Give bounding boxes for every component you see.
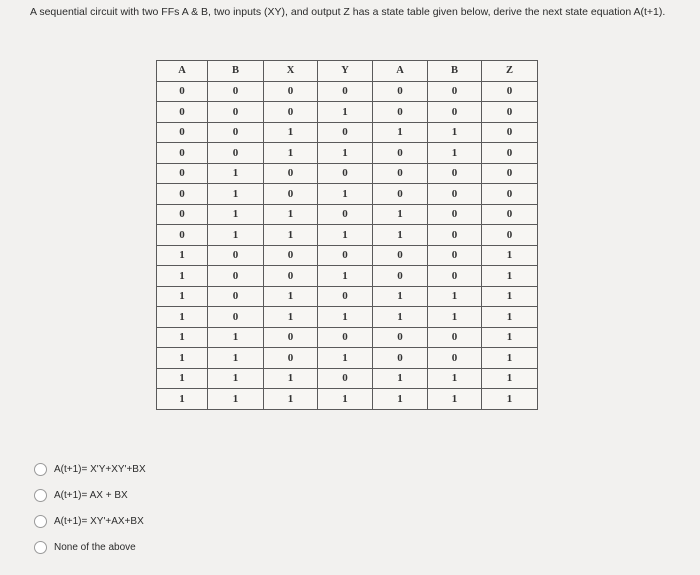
table-row bbox=[157, 225, 538, 246]
table-cell: 0 bbox=[428, 245, 482, 266]
table-cell: 0 bbox=[428, 225, 482, 246]
state-table-container bbox=[156, 60, 538, 410]
table-cell: 0 bbox=[157, 81, 208, 102]
table-cell: 0 bbox=[482, 81, 538, 102]
table-cell: 1 bbox=[318, 102, 373, 123]
table-cell: 1 bbox=[264, 389, 318, 410]
header-cell: A bbox=[157, 61, 208, 82]
table-cell: 1 bbox=[428, 143, 482, 164]
table-cell: 1 bbox=[373, 122, 428, 143]
table-cell: 0 bbox=[428, 102, 482, 123]
table-cell: 1 bbox=[157, 348, 208, 369]
table-cell: 0 bbox=[428, 184, 482, 205]
table-cell: 1 bbox=[482, 327, 538, 348]
option-1[interactable] bbox=[34, 460, 146, 478]
table-cell: 0 bbox=[264, 81, 318, 102]
table-cell: 0 bbox=[157, 122, 208, 143]
table-row bbox=[157, 143, 538, 164]
table-row bbox=[157, 266, 538, 287]
header-cell: B bbox=[208, 61, 264, 82]
table-row bbox=[157, 348, 538, 369]
table-cell: 1 bbox=[157, 368, 208, 389]
table-cell: 1 bbox=[428, 389, 482, 410]
table-cell: 0 bbox=[428, 348, 482, 369]
question-text: A sequential circuit with two FFs A & B, two inputs (XY), and output Z has a state table given below, derive the next state equation A(t+1). bbox=[30, 6, 666, 18]
table-cell: 1 bbox=[373, 225, 428, 246]
table-cell: 0 bbox=[157, 163, 208, 184]
table-cell: 0 bbox=[373, 266, 428, 287]
table-cell: 1 bbox=[208, 225, 264, 246]
table-cell: 0 bbox=[482, 184, 538, 205]
table-cell: 1 bbox=[373, 368, 428, 389]
table-cell: 0 bbox=[373, 245, 428, 266]
table-cell: 0 bbox=[264, 348, 318, 369]
table-cell: 0 bbox=[318, 204, 373, 225]
table-cell: 1 bbox=[482, 266, 538, 287]
table-cell: 1 bbox=[208, 389, 264, 410]
table-cell: 1 bbox=[208, 163, 264, 184]
table-cell: 1 bbox=[482, 307, 538, 328]
table-cell: 0 bbox=[318, 245, 373, 266]
table-cell: 0 bbox=[482, 204, 538, 225]
table-cell: 0 bbox=[208, 286, 264, 307]
table-cell: 1 bbox=[373, 204, 428, 225]
table-cell: 0 bbox=[157, 143, 208, 164]
header-cell: Y bbox=[318, 61, 373, 82]
table-cell: 0 bbox=[208, 102, 264, 123]
table-cell: 1 bbox=[264, 307, 318, 328]
table-header-row bbox=[157, 61, 538, 82]
table-row bbox=[157, 81, 538, 102]
table-cell: 0 bbox=[264, 245, 318, 266]
option-4[interactable] bbox=[34, 538, 146, 556]
table-cell: 1 bbox=[482, 245, 538, 266]
table-cell: 1 bbox=[318, 348, 373, 369]
table-cell: 1 bbox=[428, 286, 482, 307]
table-cell: 1 bbox=[482, 368, 538, 389]
table-cell: 0 bbox=[208, 81, 264, 102]
table-cell: 0 bbox=[318, 286, 373, 307]
table-cell: 0 bbox=[373, 143, 428, 164]
table-cell: 0 bbox=[208, 307, 264, 328]
table-cell: 0 bbox=[373, 102, 428, 123]
answer-options bbox=[34, 460, 146, 564]
header-cell: Z bbox=[482, 61, 538, 82]
header-cell: B bbox=[428, 61, 482, 82]
header-cell: A bbox=[373, 61, 428, 82]
table-body bbox=[157, 81, 538, 409]
table-cell: 1 bbox=[264, 122, 318, 143]
table-row bbox=[157, 327, 538, 348]
table-cell: 1 bbox=[264, 204, 318, 225]
table-cell: 1 bbox=[157, 245, 208, 266]
table-cell: 1 bbox=[318, 225, 373, 246]
table-cell: 1 bbox=[318, 307, 373, 328]
option-label: A(t+1)= X'Y+XY'+BX bbox=[54, 463, 146, 475]
option-label: None of the above bbox=[54, 541, 136, 553]
table-cell: 1 bbox=[208, 368, 264, 389]
option-label: A(t+1)= XY'+AX+BX bbox=[54, 515, 144, 527]
table-cell: 0 bbox=[264, 163, 318, 184]
table-cell: 0 bbox=[318, 81, 373, 102]
table-row bbox=[157, 163, 538, 184]
table-cell: 0 bbox=[264, 266, 318, 287]
table-cell: 0 bbox=[373, 184, 428, 205]
table-cell: 0 bbox=[264, 102, 318, 123]
radio-button[interactable] bbox=[34, 515, 47, 528]
table-cell: 0 bbox=[318, 122, 373, 143]
table-cell: 1 bbox=[264, 368, 318, 389]
table-cell: 0 bbox=[373, 327, 428, 348]
table-cell: 0 bbox=[482, 102, 538, 123]
table-cell: 1 bbox=[318, 389, 373, 410]
table-cell: 1 bbox=[264, 143, 318, 164]
table-cell: 1 bbox=[482, 348, 538, 369]
table-cell: 1 bbox=[208, 348, 264, 369]
table-cell: 0 bbox=[373, 163, 428, 184]
table-row bbox=[157, 368, 538, 389]
table-cell: 0 bbox=[208, 143, 264, 164]
radio-button[interactable] bbox=[34, 489, 47, 502]
table-cell: 0 bbox=[428, 204, 482, 225]
table-cell: 0 bbox=[482, 163, 538, 184]
table-cell: 0 bbox=[264, 327, 318, 348]
table-cell: 0 bbox=[428, 81, 482, 102]
option-2[interactable] bbox=[34, 486, 146, 504]
table-cell: 0 bbox=[482, 225, 538, 246]
table-cell: 1 bbox=[157, 266, 208, 287]
table-row bbox=[157, 389, 538, 410]
table-cell: 1 bbox=[318, 266, 373, 287]
table-cell: 1 bbox=[428, 122, 482, 143]
table-cell: 1 bbox=[428, 368, 482, 389]
table-cell: 0 bbox=[428, 327, 482, 348]
table-cell: 1 bbox=[157, 389, 208, 410]
radio-button[interactable] bbox=[34, 463, 47, 476]
header-cell: X bbox=[264, 61, 318, 82]
table-cell: 0 bbox=[318, 163, 373, 184]
table-cell: 0 bbox=[318, 368, 373, 389]
table-cell: 0 bbox=[428, 163, 482, 184]
table-cell: 1 bbox=[264, 286, 318, 307]
table-cell: 1 bbox=[208, 204, 264, 225]
table-cell: 0 bbox=[482, 143, 538, 164]
table-row bbox=[157, 286, 538, 307]
state-table bbox=[156, 60, 538, 410]
table-row bbox=[157, 184, 538, 205]
table-cell: 1 bbox=[208, 327, 264, 348]
option-3[interactable] bbox=[34, 512, 146, 530]
table-cell: 1 bbox=[373, 286, 428, 307]
table-cell: 1 bbox=[428, 307, 482, 328]
table-row bbox=[157, 245, 538, 266]
table-cell: 1 bbox=[264, 225, 318, 246]
table-cell: 0 bbox=[264, 184, 318, 205]
table-cell: 1 bbox=[482, 286, 538, 307]
table-cell: 0 bbox=[318, 327, 373, 348]
table-cell: 0 bbox=[428, 266, 482, 287]
table-cell: 0 bbox=[208, 245, 264, 266]
table-row bbox=[157, 204, 538, 225]
table-cell: 1 bbox=[373, 307, 428, 328]
table-cell: 0 bbox=[157, 102, 208, 123]
table-cell: 1 bbox=[373, 389, 428, 410]
table-row bbox=[157, 122, 538, 143]
table-cell: 1 bbox=[157, 307, 208, 328]
table-cell: 1 bbox=[482, 389, 538, 410]
table-cell: 1 bbox=[157, 327, 208, 348]
table-row bbox=[157, 307, 538, 328]
table-cell: 0 bbox=[373, 81, 428, 102]
table-cell: 1 bbox=[157, 286, 208, 307]
table-cell: 1 bbox=[318, 184, 373, 205]
table-cell: 0 bbox=[482, 122, 538, 143]
table-cell: 0 bbox=[208, 122, 264, 143]
table-row bbox=[157, 102, 538, 123]
table-cell: 0 bbox=[157, 184, 208, 205]
table-cell: 1 bbox=[318, 143, 373, 164]
radio-button[interactable] bbox=[34, 541, 47, 554]
table-cell: 1 bbox=[208, 184, 264, 205]
table-cell: 0 bbox=[157, 204, 208, 225]
table-cell: 0 bbox=[208, 266, 264, 287]
option-label: A(t+1)= AX + BX bbox=[54, 489, 128, 501]
table-cell: 0 bbox=[373, 348, 428, 369]
table-cell: 0 bbox=[157, 225, 208, 246]
